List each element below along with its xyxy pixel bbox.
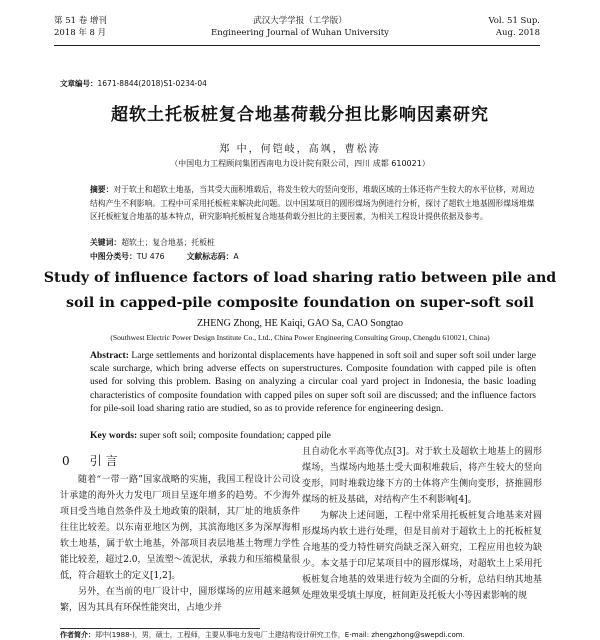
header-date-en: Aug. 2018 bbox=[495, 28, 540, 38]
en-title bbox=[0, 266, 600, 316]
en-keywords-label: Key words: bbox=[90, 430, 138, 441]
header-rule bbox=[54, 45, 540, 46]
en-abstract-label: Abstract: bbox=[90, 350, 129, 361]
cn-code-label: 文献标志码： bbox=[186, 252, 234, 261]
body-right-paragraph-1: 且自动化水平高等优点[3]。对于软土及超软土地基上的圆形煤场，当煤场内地基土受大面积堆载后，将产生较大的竖向变形，同时堆载边缘下方的土体将产生侧向变形，挤推圆形煤场的桩及基础，对结构产生不利影响[4]。 bbox=[302, 447, 542, 505]
header-journal bbox=[160, 15, 440, 39]
en-authors: ZHENG Zhong, HE Kaiqi, GAO Sa, CAO Songtao bbox=[196, 318, 404, 329]
body-left-paragraph-1: 随着“一带一路”国家战略的实施，我国工程设计公司设计承建的海外火力发电厂项目呈逐年增多的趋势。不少海外项目受当地自然条件及土地政策的限制，其厂址的地质条件往往比较差。以东南亚地区为例，其滨海地区多为深厚海相软土地基，属于软土地基，外部项目表层地基土物理力学性能比较差，超过2.0，呈流塑～流泥状，承载力和压缩模量很低，符合超软土的定义[1,2]。 bbox=[60, 475, 300, 581]
cn-class-value: TU 476 bbox=[136, 252, 165, 261]
article-number-label: 文章编号： bbox=[60, 79, 98, 88]
cn-affiliation: （中国电力工程顾问集团西南电力设计院有限公司，四川 成都 610021） bbox=[170, 159, 430, 168]
body-column-left bbox=[60, 472, 300, 616]
body-left-paragraph-2: 另外，在当前的电厂设计中，圆形煤场的应用越来越频繁，因为其具有环保性能突出，占地少并 bbox=[60, 587, 300, 613]
header-volume-info-en bbox=[488, 15, 540, 39]
cn-keywords bbox=[90, 237, 215, 248]
cn-abstract-text: 对于软土和超软土地基，当其受大面积堆载后，将发生较大的竖向变形，堆载区域的土体还将产生较大的水平位移，对周边结构产生不利影响。工程中可采用托板桩来解决此问题。以中国某项目的圆形煤场为例进行分析，探讨了超软土地基圆形煤场堆煤区托板桩复合地基的基本特点，研究影响托板桩复合地基荷载分担比的主要因素，为相关工程设计提供依据及参考。 bbox=[90, 185, 535, 221]
en-affiliation: (Southwest Electric Power Design Institute Co., Ltd., China Power Engineering Consulting Group, Chengdu 610021, China) bbox=[110, 333, 490, 342]
header-journal-cn: 武汉大学学报（工学版） bbox=[253, 16, 347, 26]
body-column-right bbox=[302, 444, 542, 604]
header-journal-en: Engineering Journal of Wuhan University bbox=[211, 28, 389, 38]
cn-class-label: 中图分类号： bbox=[90, 252, 137, 261]
en-title-line1: Study of influence factors of load sharing ratio between pile and bbox=[43, 270, 557, 286]
header-date: 2018 年 8 月 bbox=[54, 28, 107, 38]
body-right-paragraph-2: 为解决上述问题，工程中常采用托板桩复合地基来对圆形煤场内软土进行处理，但是目前对于超软土上的托板桩复合地基的受力特性研究尚缺乏深入研究，工程应用也较为缺少。本文基于印尼某项目中的圆形煤场，对超软土上采用托板桩复合地基的效果进行较为全面的分析，总结归纳其地基处理效果受填土厚度，桩间距及托板大小等因素影响的规 bbox=[302, 511, 542, 601]
cn-abstract bbox=[90, 183, 536, 224]
footnote-rule bbox=[60, 628, 260, 629]
article-number-value: 1671-8844(2018)S1-0234-04 bbox=[97, 79, 207, 88]
article-number bbox=[60, 78, 207, 89]
cn-classification bbox=[90, 251, 239, 262]
header-volume-info bbox=[54, 15, 107, 39]
cn-keywords-text: 超软土；复合地基；托板桩 bbox=[121, 238, 215, 247]
footnote-label: 作者简介： bbox=[60, 631, 95, 639]
cn-authors: 郑 中，何铠岐，高飒，曹松涛 bbox=[219, 144, 381, 155]
footnote-text: 郑中(1988-)，男，硕士，工程师，主要从事电力发电厂土建结构设计研究工作，E-mail: zhengzhong@swepdi.com. bbox=[95, 631, 465, 639]
section-heading: 0 引言 bbox=[62, 454, 122, 468]
en-keywords-text: super soft soil; composite foundation; capped pile bbox=[137, 430, 331, 441]
en-title-line2: soil in capped-pile composite foundation on super-soft soil bbox=[66, 295, 534, 311]
header-volume-en: Vol. 51 Sup. bbox=[488, 16, 540, 26]
header-volume: 第 51 卷 增刊 bbox=[54, 16, 107, 26]
en-abstract bbox=[90, 349, 536, 415]
cn-abstract-label: 摘要： bbox=[90, 185, 114, 194]
cn-title: 超软土托板桩复合地基荷载分担比影响因素研究 bbox=[111, 105, 489, 125]
en-abstract-text: Large settlements and horizontal displacements have happened in soft soil and super soft soil under large scale surcharge, which bring adverse effects on superstructures. Composite foundation with capped pile is often used for solving this problem. Basing on analyzing a circular coal yard project in Indonesia, the basic loading characteristics of composite foundation with capped piles on super soft soil are discussed; and the influence factors for pile-soil load sharing ratio are studied, so as to provide reference for engineering design. bbox=[90, 350, 536, 414]
cn-code-value: A bbox=[233, 252, 239, 261]
author-footnote bbox=[60, 630, 550, 640]
cn-keywords-label: 关键词： bbox=[90, 238, 122, 247]
en-keywords bbox=[90, 430, 331, 441]
